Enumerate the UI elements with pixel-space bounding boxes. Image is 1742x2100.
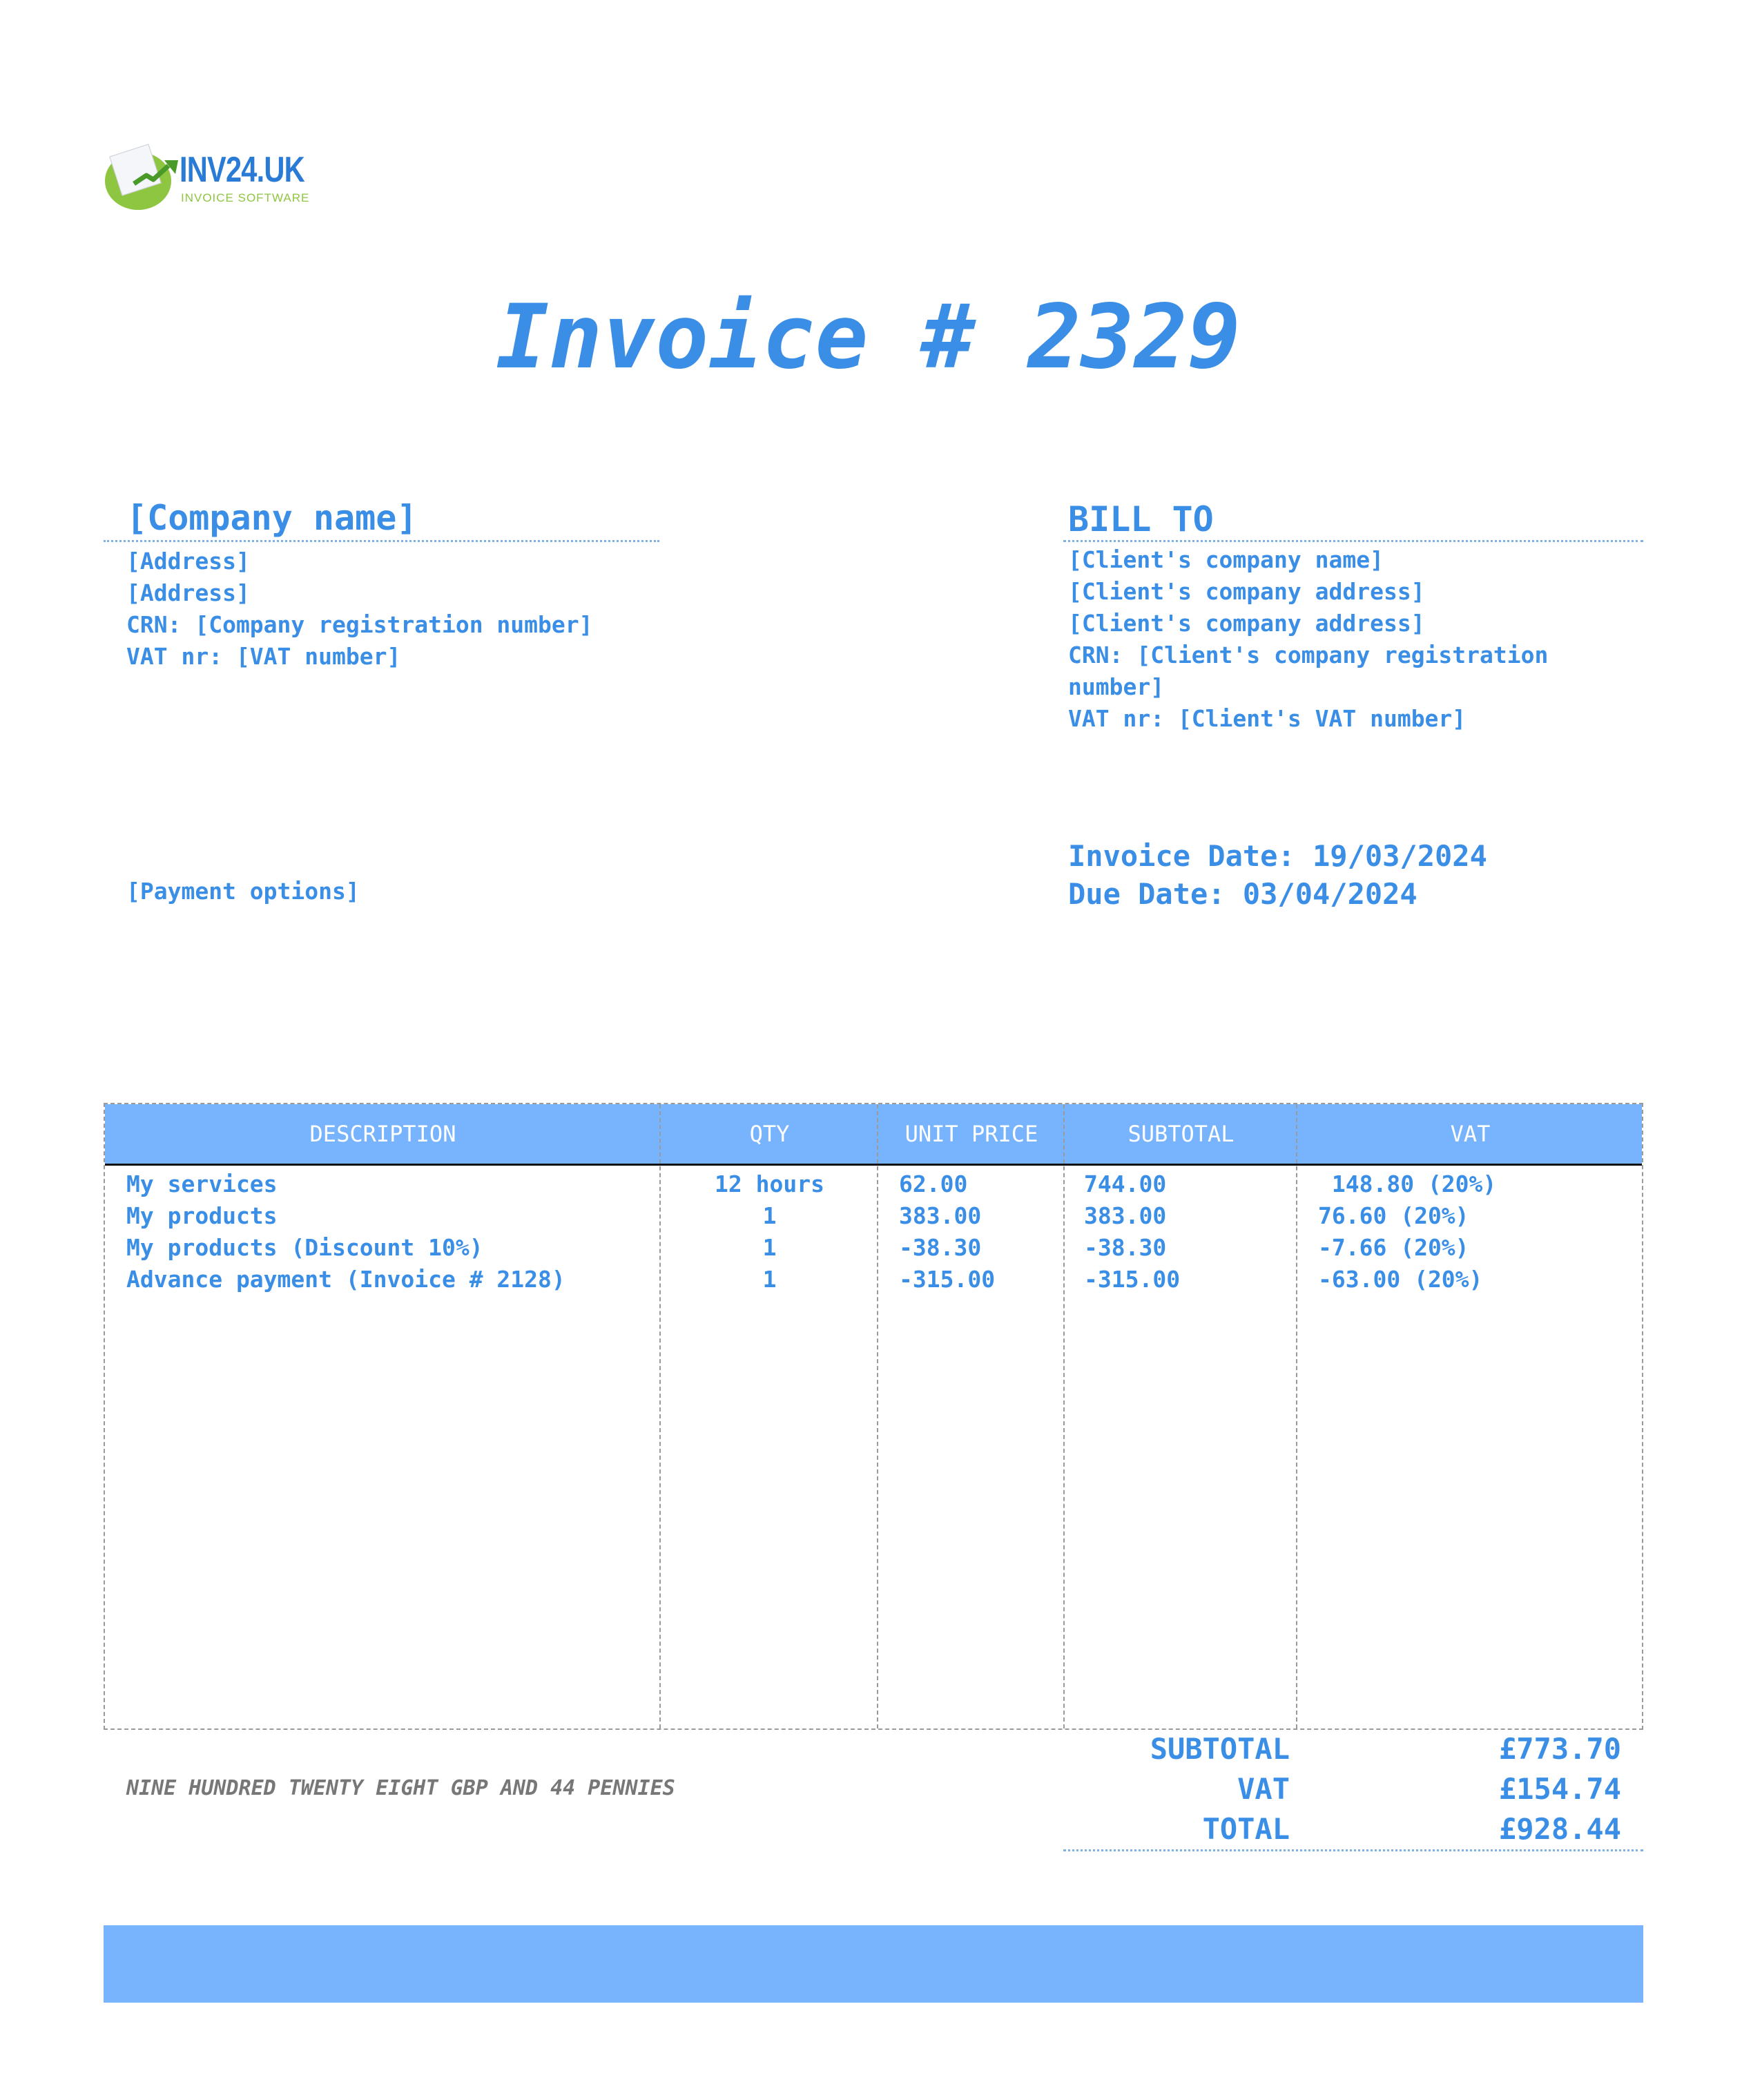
row-2-vat: 76.60 (20%) <box>1318 1202 1469 1229</box>
client-address-1: [Client's company address] <box>1068 578 1425 605</box>
row-1-unit-price: 62.00 <box>899 1171 968 1197</box>
row-3-description: My products (Discount 10%) <box>126 1234 483 1261</box>
subtotal-value: £773.70 <box>1498 1732 1621 1766</box>
subtotal-label: SUBTOTAL <box>1150 1732 1290 1766</box>
row-1-subtotal: 744.00 <box>1084 1171 1167 1197</box>
header-qty: QTY <box>749 1121 790 1147</box>
totals-divider <box>1063 1849 1643 1851</box>
client-vat: VAT nr: [Client's VAT number] <box>1068 705 1467 732</box>
row-1-qty: 12 hours <box>715 1171 824 1197</box>
row-3-unit-price: -38.30 <box>899 1234 982 1261</box>
row-4-unit-price: -315.00 <box>899 1266 996 1293</box>
bill-to-details <box>1068 544 1620 735</box>
row-4-description: Advance payment (Invoice # 2128) <box>126 1266 565 1293</box>
row-2-qty: 1 <box>762 1202 777 1229</box>
vat-total-value: £154.74 <box>1498 1772 1621 1806</box>
grand-total-value: £928.44 <box>1498 1812 1621 1846</box>
company-address-1: [Address] <box>126 548 250 575</box>
client-crn-cont: number] <box>1068 673 1165 700</box>
logo-tagline: INVOICE SOFTWARE <box>181 191 310 204</box>
row-4-subtotal: -315.00 <box>1084 1266 1181 1293</box>
vat-total-label: VAT <box>1237 1772 1290 1806</box>
header-unit-price: UNIT PRICE <box>904 1121 1038 1147</box>
table-header <box>105 1104 1642 1166</box>
column-divider <box>1063 1104 1065 1728</box>
company-divider <box>104 540 659 542</box>
bill-to-divider <box>1063 540 1643 542</box>
row-4-vat: -63.00 (20%) <box>1318 1266 1483 1293</box>
amount-in-words: NINE HUNDRED TWENTY EIGHT GBP AND 44 PENNIES <box>126 1776 675 1800</box>
company-vat: VAT nr: [VAT number] <box>126 643 401 670</box>
logo-brand-text: INV24.UK <box>180 150 304 190</box>
invoice-title-text: Invoice # 2329 <box>496 286 1241 389</box>
brand-logo <box>105 146 312 210</box>
line-items-table <box>104 1103 1643 1730</box>
row-3-vat: -7.66 (20%) <box>1318 1234 1469 1261</box>
client-address-2: [Client's company address] <box>1068 610 1425 637</box>
row-3-subtotal: -38.30 <box>1084 1234 1167 1261</box>
footer-bar <box>104 1925 1643 2003</box>
header-vat: VAT <box>1450 1121 1491 1147</box>
due-date: Due Date: 03/04/2024 <box>1068 877 1417 911</box>
company-name: [Company name] <box>126 498 418 538</box>
payment-options: [Payment options] <box>126 878 360 905</box>
bill-to-heading: BILL TO <box>1068 499 1214 539</box>
row-3-qty: 1 <box>762 1234 777 1261</box>
grand-total-label: TOTAL <box>1202 1812 1290 1846</box>
row-2-subtotal: 383.00 <box>1084 1202 1167 1229</box>
client-crn: CRN: [Client's company registration <box>1068 642 1549 668</box>
company-crn: CRN: [Company registration number] <box>126 611 593 638</box>
company-details <box>126 546 593 673</box>
row-2-description: My products <box>126 1202 278 1229</box>
row-4-qty: 1 <box>762 1266 777 1293</box>
row-2-unit-price: 383.00 <box>899 1202 982 1229</box>
company-address-2: [Address] <box>126 579 250 606</box>
column-divider <box>1296 1104 1297 1728</box>
header-description: DESCRIPTION <box>309 1121 456 1147</box>
logo-growth-arrow-icon <box>133 159 181 186</box>
row-1-vat: 148.80 (20%) <box>1318 1171 1497 1197</box>
invoice-date: Invoice Date: 19/03/2024 <box>1068 839 1487 873</box>
header-subtotal: SUBTOTAL <box>1128 1121 1235 1147</box>
invoice-title <box>0 286 1742 389</box>
row-1-description: My services <box>126 1171 278 1197</box>
client-company-name: [Client's company name] <box>1068 546 1384 573</box>
invoice-dates <box>1068 837 1487 913</box>
